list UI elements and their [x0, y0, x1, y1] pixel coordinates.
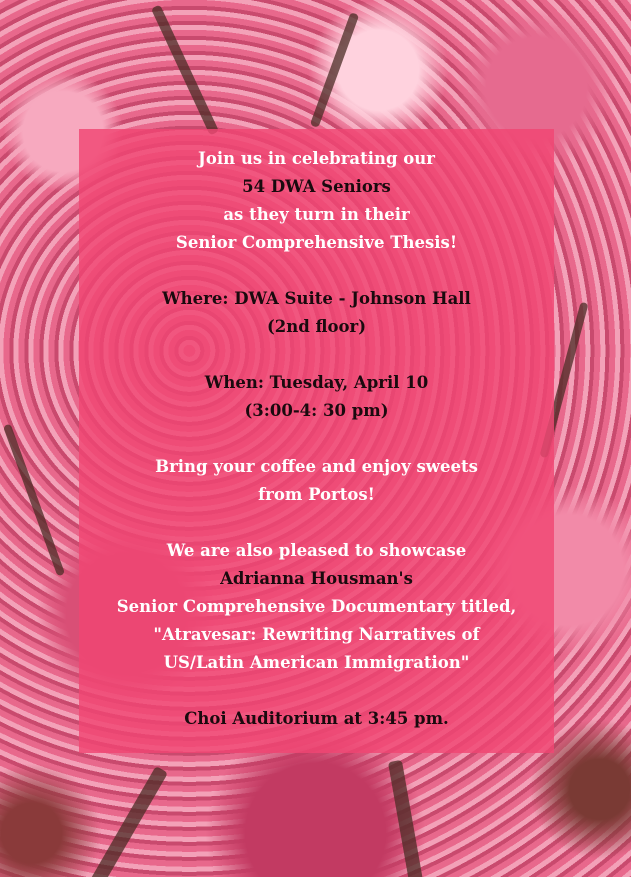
intro-line: Senior Comprehensive Thesis! [175, 233, 458, 252]
tree-branch [310, 12, 359, 128]
tree-branch [86, 766, 168, 877]
location-line: Choi Auditorium at 3:45 pm. [184, 709, 449, 728]
invitation-card [79, 129, 554, 753]
tree-branch [151, 4, 219, 135]
refreshments-line: from Portos! [258, 485, 375, 504]
intro-line: Join us in celebrating our [198, 149, 435, 168]
refreshments-line: Bring your coffee and enjoy sweets [155, 457, 478, 476]
showcase-line: US/Latin American Immigration" [163, 653, 470, 672]
tree-branch [388, 760, 426, 877]
where-line: (2nd floor) [266, 317, 367, 336]
showcase-line: Adrianna Housman's [220, 569, 413, 588]
showcase-line: We are also pleased to showcase [166, 541, 467, 560]
when-line: When: Tuesday, April 10 [204, 373, 429, 392]
showcase-line: "Atravesar: Rewriting Narratives of [153, 625, 480, 644]
showcase-line: Senior Comprehensive Documentary titled, [116, 597, 517, 616]
intro-line: 54 DWA Seniors [242, 177, 391, 196]
where-line: Where: DWA Suite - Johnson Hall [162, 289, 471, 308]
when-line: (3:00-4: 30 pm) [244, 401, 389, 420]
intro-line: as they turn in their [223, 205, 410, 224]
tree-branch [3, 423, 65, 576]
